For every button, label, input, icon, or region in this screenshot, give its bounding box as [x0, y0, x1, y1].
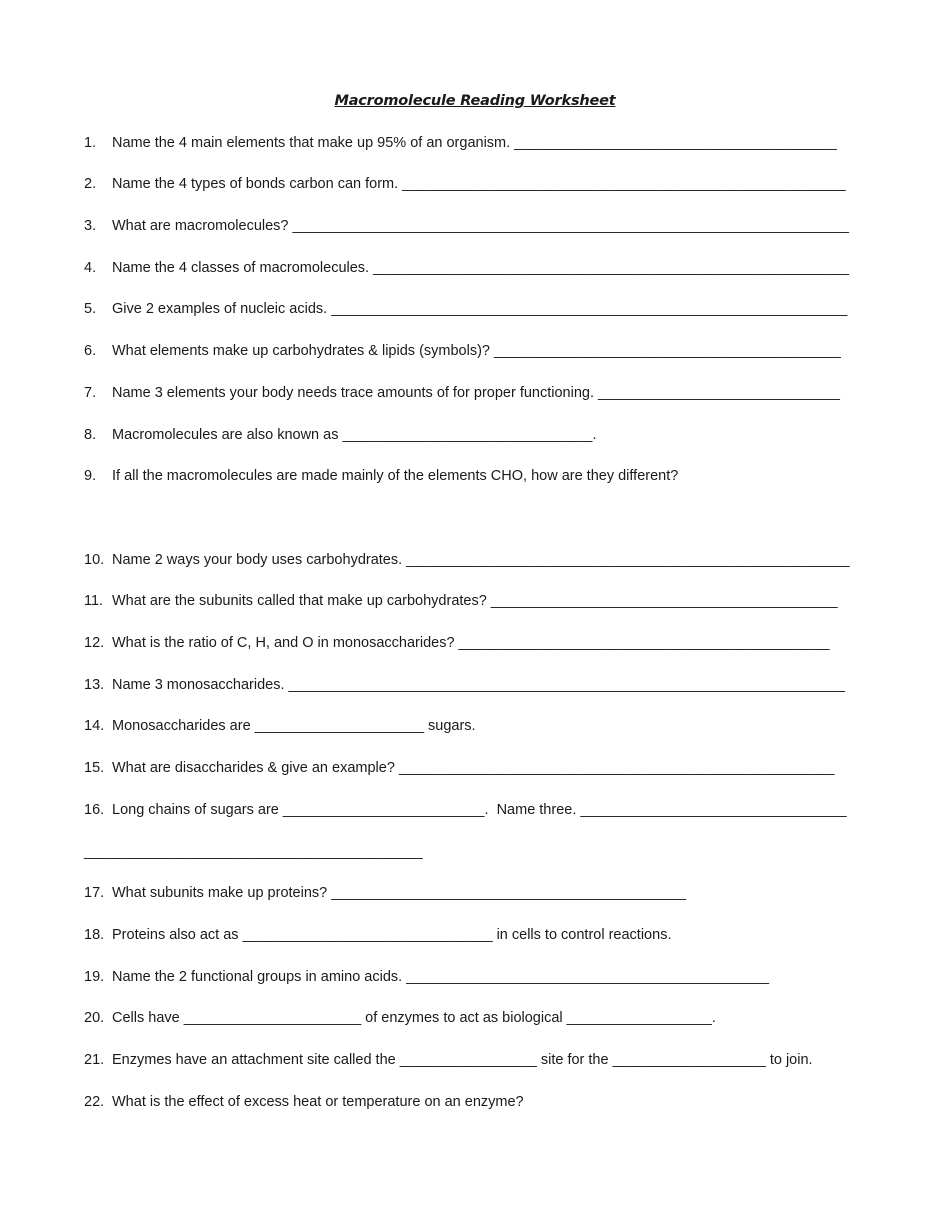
question-20	[84, 1009, 716, 1027]
question-text: Name the 2 functional groups in amino acids. _____________________________________________	[112, 969, 770, 985]
question-2	[84, 175, 846, 193]
question-1	[84, 134, 837, 152]
question-text: Name the 4 main elements that make up 95% of an organism. ________________________________________	[112, 135, 837, 151]
question-11	[84, 592, 838, 610]
question-16-continuation	[84, 843, 423, 861]
question-text: What elements make up carbohydrates & lipids (symbols)? ___________________________________________	[112, 343, 841, 359]
question-9	[84, 467, 678, 485]
question-number: 7.	[84, 385, 97, 401]
question-text: Cells have ______________________ of enzymes to act as biological __________________.	[112, 1010, 716, 1026]
question-number: 9.	[84, 468, 97, 484]
question-text: Name the 4 classes of macromolecules. ___________________________________________________________	[112, 260, 849, 276]
question-text: Give 2 examples of nucleic acids. ________________________________________________________________	[112, 301, 848, 317]
question-text: What subunits make up proteins? ____________________________________________	[112, 885, 687, 901]
question-number: 2.	[84, 176, 97, 192]
question-3	[84, 217, 849, 235]
question-number: 4.	[84, 260, 97, 276]
question-6	[84, 342, 841, 360]
question-text: If all the macromolecules are made mainly of the elements CHO, how are they different?	[112, 468, 679, 484]
question-number: 16.	[84, 802, 105, 818]
question-number: 6.	[84, 343, 97, 359]
question-18	[84, 926, 671, 944]
question-number: 21.	[84, 1052, 105, 1068]
worksheet-title: Macromolecule Reading Worksheet	[334, 93, 616, 109]
question-21	[84, 1051, 813, 1069]
question-16	[84, 801, 847, 819]
question-number: 17.	[84, 885, 105, 901]
question-number: 8.	[84, 427, 97, 443]
question-text: Long chains of sugars are _________________________. Name three. _________________________________	[112, 802, 847, 818]
question-text: Monosaccharides are _____________________ sugars.	[112, 718, 476, 734]
question-number: 12.	[84, 635, 105, 651]
question-number: 15.	[84, 760, 105, 776]
question-number: 22.	[84, 1094, 105, 1110]
question-4	[84, 259, 849, 277]
question-text: Enzymes have an attachment site called the _________________ site for the ___________________ to join.	[112, 1052, 813, 1068]
question-number: 5.	[84, 301, 97, 317]
question-15	[84, 759, 834, 777]
question-12	[84, 634, 830, 652]
question-19	[84, 968, 769, 986]
question-text: What is the effect of excess heat or temperature on an enzyme?	[112, 1094, 524, 1110]
question-17	[84, 884, 686, 902]
question-text: Name 3 elements your body needs trace amounts of for proper functioning. ______________________________	[112, 385, 840, 401]
question-number: 3.	[84, 218, 97, 234]
question-number: 10.	[84, 552, 105, 568]
question-text: Name 3 monosaccharides. _____________________________________________________________________	[112, 677, 845, 693]
question-22	[84, 1093, 524, 1111]
question-8	[84, 426, 597, 444]
question-text: Name the 4 types of bonds carbon can form. _______________________________________________________	[112, 176, 846, 192]
question-number: 20.	[84, 1010, 105, 1026]
question-number: 1.	[84, 135, 97, 151]
question-text: What are disaccharides & give an example? ______________________________________________________	[112, 760, 835, 776]
question-number: 14.	[84, 718, 105, 734]
question-10	[84, 551, 850, 569]
question-text: What is the ratio of C, H, and O in monosaccharides? ______________________________________________	[112, 635, 830, 651]
question-number: 13.	[84, 677, 105, 693]
question-text: Macromolecules are also known as _______________________________.	[112, 427, 597, 443]
question-number: 19.	[84, 969, 105, 985]
question-7	[84, 384, 840, 402]
question-13	[84, 676, 845, 694]
question-5	[84, 300, 847, 318]
question-text: Proteins also act as _______________________________ in cells to control reactions.	[112, 927, 672, 943]
question-number: 11.	[84, 593, 104, 609]
question-number: 18.	[84, 927, 105, 943]
question-14	[84, 717, 476, 735]
question-text: Name 2 ways your body uses carbohydrates. _______________________________________________________	[112, 552, 850, 568]
question-text: What are macromolecules? _____________________________________________________________________	[112, 218, 849, 234]
answer-line: __________________________________________	[84, 844, 423, 860]
question-text: What are the subunits called that make up carbohydrates? ___________________________________________	[112, 593, 838, 609]
